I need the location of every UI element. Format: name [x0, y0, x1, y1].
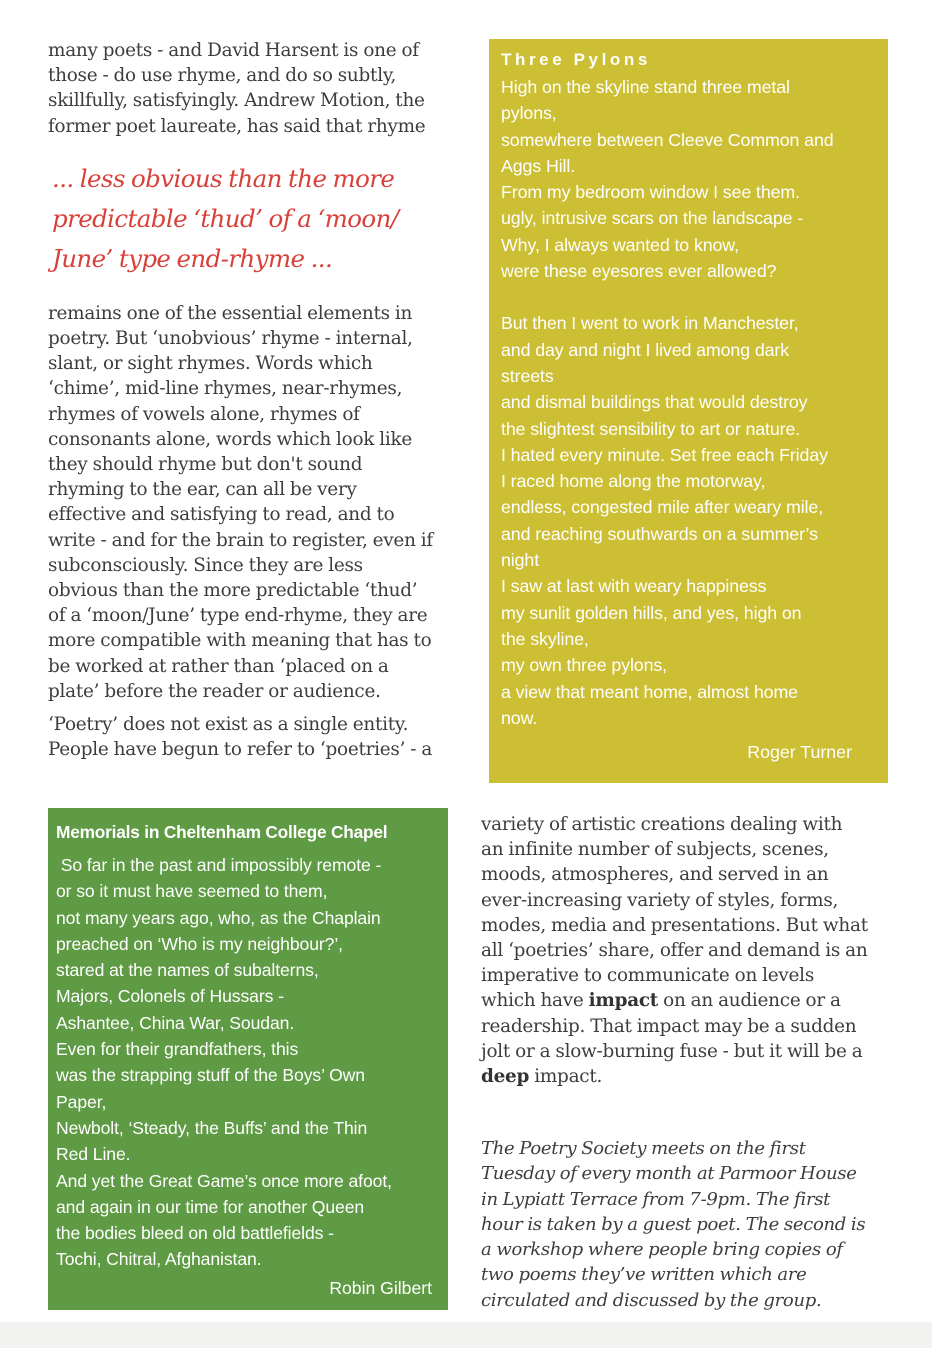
- text-line: ever-increasing variety of styles, forms,: [481, 889, 839, 911]
- poem-body: [56, 852, 440, 1273]
- text-line: an infinite number of subjects, scenes,: [481, 839, 829, 861]
- poem-line: ugly, intrusive scars on the landscape -: [501, 208, 804, 229]
- text-line: [481, 988, 891, 1013]
- text-line: rhymes of vowels alone, rhymes of: [48, 403, 360, 425]
- text-line: be worked at rather than ‘placed on a: [48, 655, 389, 677]
- text-line: those - do use rhyme, and do so subtly,: [48, 65, 397, 87]
- text-line: ‘Poetry’ does not exist as a single entity.: [48, 714, 409, 736]
- poem-line: Tochi, Chitral, Afghanistan.: [56, 1249, 262, 1270]
- poem-line: But then I went to work in Manchester,: [501, 313, 799, 334]
- poem-line: and reaching southwards on a summer’s: [501, 523, 818, 544]
- intro-paragraph: [48, 38, 460, 139]
- text-fragment: on an audience or a: [658, 990, 841, 1012]
- poem-title: Memorials in Cheltenham College Chapel: [56, 822, 388, 842]
- poem-line: the slightest sensibility to art or nature.: [501, 418, 801, 439]
- emphasis-deep: deep: [481, 1066, 530, 1088]
- text-line: obvious than the more predictable ‘thud’: [48, 580, 418, 602]
- text-line: People have begun to refer to ‘poetries’ - a: [48, 739, 433, 761]
- text-line: of a ‘moon/June’ type end-rhyme, they are: [48, 605, 428, 627]
- poem-author: Roger Turner: [747, 742, 852, 763]
- poem-line: I raced home along the motorway,: [501, 471, 766, 492]
- text-fragment: impact.: [529, 1066, 603, 1088]
- poem-line: Red Line.: [56, 1144, 131, 1165]
- poem-line: was the strapping stuff of the Boys’ Own: [56, 1065, 365, 1086]
- body-paragraph: [48, 301, 460, 704]
- emphasis-impact: impact: [588, 990, 659, 1012]
- text-line: more compatible with meaning that has to: [48, 630, 432, 652]
- pull-quote: [52, 159, 460, 279]
- pull-quote-line: ... less obvious than the more: [52, 163, 395, 193]
- poem-line: So far in the past and impossibly remote -: [56, 855, 382, 875]
- text-line: hour is taken by a guest poet. The second is: [481, 1213, 866, 1235]
- poem-line: I saw at last with weary happiness: [501, 576, 767, 597]
- text-line: all ‘poetries’ share, offer and demand is an: [481, 940, 868, 962]
- poem-line: Majors, Colonels of Hussars -: [56, 986, 284, 1007]
- poem-line: somewhere between Cleeve Common and: [501, 129, 834, 150]
- continuation-paragraph: [481, 812, 891, 1089]
- poem-line: And yet the Great Game’s once more afoot,: [56, 1170, 392, 1191]
- article-column-left: [48, 38, 460, 762]
- poem-line: preached on ‘Who is my neighbour?’,: [56, 933, 343, 954]
- poem-line: a view that meant home, almost home: [501, 681, 798, 702]
- text-line: imperative to communicate on levels: [481, 965, 815, 987]
- closing-paragraph: [48, 712, 460, 762]
- poem-line: High on the skyline stand three metal: [501, 77, 790, 97]
- text-line: moods, atmospheres, and served in an: [481, 864, 829, 886]
- poem-line: Paper,: [56, 1091, 107, 1112]
- poem-line: and again in our time for another Queen: [56, 1196, 365, 1217]
- poem-line: and dismal buildings that would destroy: [501, 392, 808, 413]
- poem-line: Newbolt, ‘Steady, the Buffs’ and the Thin: [56, 1117, 368, 1138]
- poem-box-memorials: [48, 808, 448, 1310]
- poem-line: Ashantee, China War, Soudan.: [56, 1012, 295, 1033]
- text-line: variety of artistic creations dealing with: [481, 814, 843, 835]
- poem-line: stared at the names of subalterns,: [56, 960, 319, 981]
- text-line: plate’ before the reader or audience.: [48, 680, 381, 702]
- poem-line: the skyline,: [501, 628, 589, 649]
- text-line: [481, 1064, 891, 1089]
- poem-line: my own three pylons,: [501, 655, 668, 676]
- poem-line: I hated every minute. Set free each Friday: [501, 444, 828, 465]
- text-line: rhyming to the ear, can all be very: [48, 479, 357, 501]
- text-line: in Lypiatt Terrace from 7-9pm. The first: [481, 1188, 831, 1210]
- poem-line: pylons,: [501, 103, 557, 124]
- society-meeting-note: [481, 1136, 901, 1313]
- poem-line: the bodies bleed on old battlefields -: [56, 1223, 334, 1244]
- text-line: skillfully, satisfyingly. Andrew Motion, the: [48, 90, 425, 112]
- text-line: they should rhyme but don't sound: [48, 454, 363, 476]
- poem-line: were these eyesores ever allowed?: [501, 261, 777, 282]
- poem-stanza: [501, 74, 876, 284]
- text-line: jolt or a slow-burning fuse - but it will be a: [481, 1040, 863, 1062]
- poem-line: Aggs Hill.: [501, 155, 576, 176]
- text-line: Tuesday of every month at Parmoor House: [481, 1163, 857, 1185]
- poem-box-three-pylons: [489, 39, 888, 783]
- text-line: effective and satisfying to read, and to: [48, 504, 395, 526]
- poem-line: my sunlit golden hills, and yes, high on: [501, 602, 802, 623]
- text-line: a workshop where people bring copies of: [481, 1239, 843, 1261]
- text-line: ‘chime’, mid-line rhymes, near-rhymes,: [48, 378, 403, 400]
- text-line: slant, or sight rhymes. Words which: [48, 353, 373, 375]
- poem-title: Three Pylons: [501, 50, 651, 69]
- text-line: consonants alone, words which look like: [48, 428, 413, 450]
- text-line: The Poetry Society meets on the first: [481, 1138, 806, 1159]
- text-line: write - and for the brain to register, even if: [48, 529, 433, 551]
- text-line: former poet laureate, has said that rhyme: [48, 115, 426, 137]
- text-fragment: which have: [481, 990, 589, 1012]
- text-line: modes, media and presentations. But what: [481, 914, 868, 936]
- poem-line: endless, congested mile after weary mile,: [501, 497, 824, 518]
- text-line: poetry. But ‘unobvious’ rhyme - internal,: [48, 328, 413, 350]
- pull-quote-line: predictable ‘thud’ of a ‘moon/: [52, 203, 399, 233]
- poem-line: From my bedroom window I see them.: [501, 182, 800, 203]
- poem-line: not many years ago, who, as the Chaplain: [56, 907, 381, 928]
- text-line: many poets - and David Harsent is one of: [48, 40, 419, 61]
- text-line: readership. That impact may be a sudden: [481, 1015, 857, 1037]
- text-line: subconsciously. Since they are less: [48, 554, 363, 576]
- poem-stanza: [501, 310, 876, 731]
- poem-line: Why, I always wanted to know,: [501, 234, 739, 255]
- poem-line: now.: [501, 707, 538, 728]
- pull-quote-line: June’ type end-rhyme ...: [52, 243, 333, 273]
- poem-author: Robin Gilbert: [329, 1277, 432, 1298]
- poem-line: night: [501, 550, 540, 571]
- poem-line: and day and night I lived among dark: [501, 339, 790, 360]
- article-column-right: [481, 812, 891, 1089]
- text-line: remains one of the essential elements in: [48, 302, 413, 324]
- poem-line: Even for their grandfathers, this: [56, 1039, 299, 1060]
- text-line: two poems they’ve written which are: [481, 1264, 807, 1286]
- poem-line: streets: [501, 365, 554, 386]
- poem-line: or so it must have seemed to them,: [56, 881, 328, 902]
- text-line: circulated and discussed by the group.: [481, 1289, 822, 1311]
